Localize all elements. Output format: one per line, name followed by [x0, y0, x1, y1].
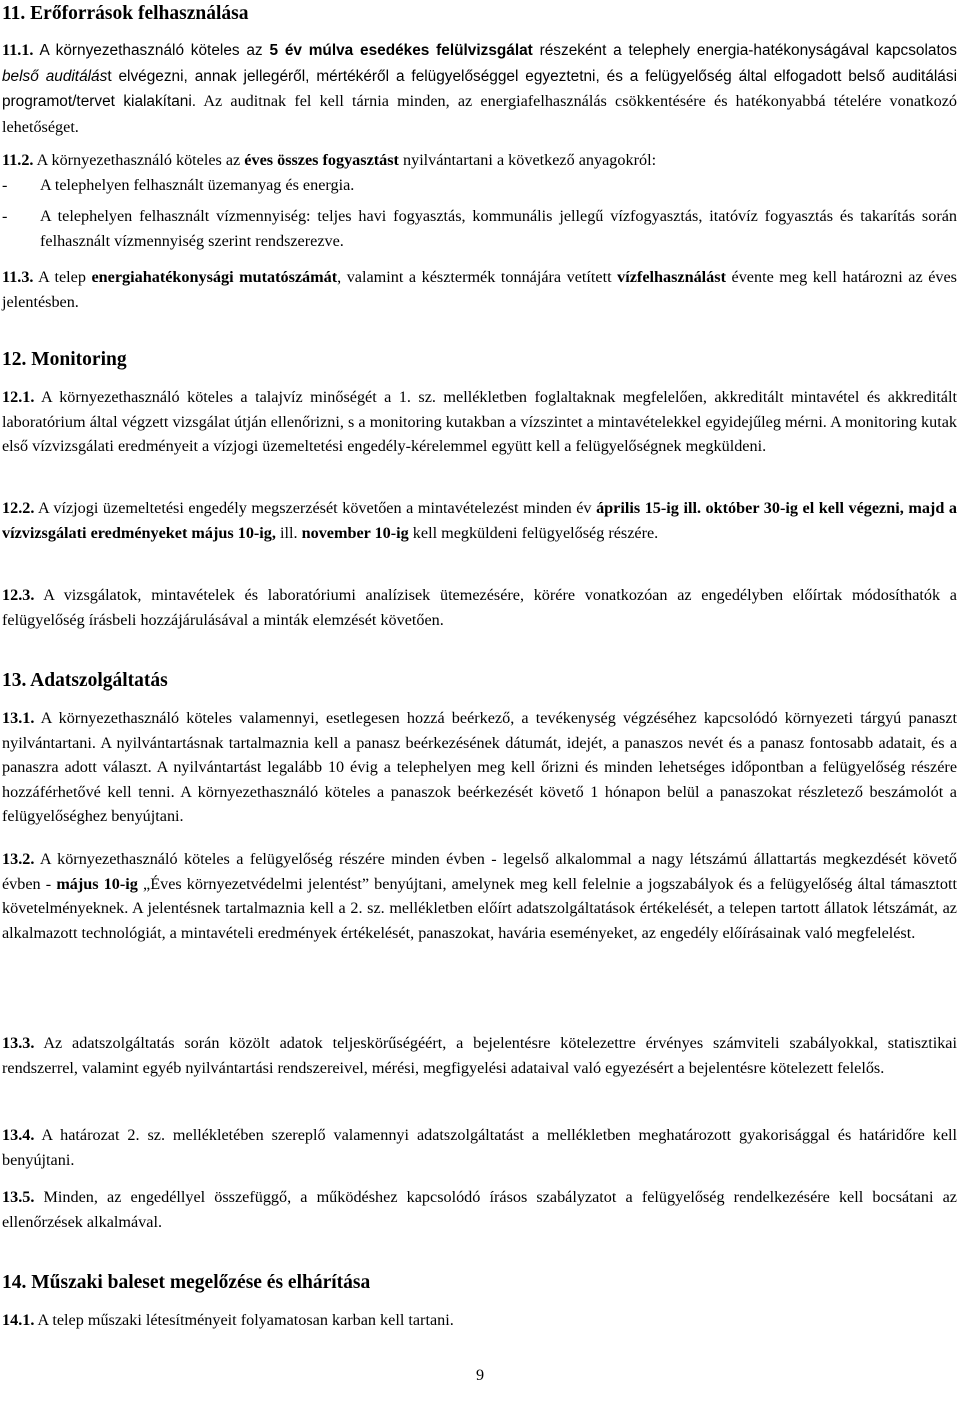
text: nyilvántartani a következő anyagokról: [398, 151, 657, 169]
page-number: 9 [475, 1366, 485, 1384]
bold-text: éves összes fogyasztást [244, 151, 399, 169]
list-item-text: A telephelyen felhasznált üzemanyag és energia. [40, 176, 355, 194]
paragraph-number: 11.2. [2, 151, 34, 169]
text: ill. [275, 523, 302, 542]
list-item [2, 173, 957, 198]
list-dash: - [2, 176, 8, 194]
list-item-text: A telephelyen felhasznált vízmennyiség: teljes havi fogyasztás, kommunális jellegű vízfogyasztás, itatóvíz fogyasztás és takarítás során felhasznált vízmennyiség szerint rendszerezve. [40, 207, 957, 250]
text: Az auditnak fel kell tárnia minden, az energiafelhasználás csökkentésére és hatékonyabbá tételére vonatkozó lehetőséget. [2, 92, 957, 136]
paragraph-13-4 [2, 1123, 957, 1172]
paragraph-13-5 [2, 1185, 957, 1234]
paragraph-number: 13.5. [2, 1188, 35, 1206]
text: Minden, az engedéllyel összefüggő, a működéshez kapcsolódó írásos szabályzatot a felügyelőség rendelkezésére kell bocsátani az ellenőrzések alkalmával. [2, 1188, 957, 1231]
text: A vízjogi üzemeltetési engedély megszerzését követően a mintavételezést minden év [34, 499, 597, 517]
paragraph-number: 11.3. [2, 268, 34, 286]
section-heading-11: 11. Erőforrások felhasználása [2, 3, 249, 24]
text: t elvégezni, annak jellegéről, mértékéről a felügyelőséggel egyeztetni, és a felügyelőség által elfogadott belső auditálási programot/tervet kialakítani. [2, 67, 957, 111]
text: A vizsgálatok, mintavételek és laboratóriumi analízisek ütemezésére, körére vonatkozóan az engedélyben előírtak módosíthatók a felügyelőség írásbeli hozzájárulásával a minták elemzését követően. [2, 586, 957, 629]
text: részeként a telephely energia-hatékonyságával kapcsolatos [532, 42, 957, 59]
paragraph-number: 11.1. [2, 41, 34, 59]
text: A környezethasználó köteles az [33, 42, 270, 59]
text: A telep [33, 268, 92, 286]
bold-text: április 15-ig ill. október 30-ig el kell végezni, majd a vízvizsgálati eredményeket május 10-ig, [2, 499, 957, 542]
text: „Éves környezetvédelmi jelentést” benyújtani, amelynek meg kell felelnie a jogszabályok és a felügyelőség által támasztott követelményeknek. A jelentésnek tartalmaznia kell a 2. sz. mellékletben előírt adatszolgáltatások értékelését, a telepen tartott állatok létszámát, az alkalmazott technológiát, a mintavételi eredmények értékelését, panaszokat, havária eseményeket, az engedély előírásainak való megfelelést. [2, 874, 957, 942]
text: A környezethasználó köteles az [33, 151, 245, 169]
text: Az adatszolgáltatás során közölt adatok teljeskörűségéért, a bejelentésre kötelezettre érvényes számviteli szabályokkal, statisztikai rendszerrel, valamint egyéb nyilvántartási rendszereivel, mérési, megfigyelési adataival való egyezésért a bejelentésre kötelezett felelős. [2, 1034, 957, 1077]
paragraph-number: 13.3. [2, 1034, 35, 1052]
section-heading-14: 14. Műszaki baleset megelőzése és elhárítása [2, 1272, 371, 1293]
paragraph-number: 13.4. [2, 1126, 35, 1144]
bold-text: energiahatékonysági mutatószámát [91, 268, 338, 286]
paragraph-13-3 [2, 1031, 957, 1080]
text: évente meg kell határozni az éves jelentésben. [2, 268, 957, 311]
list-item [2, 204, 957, 253]
paragraph-number: 13.1. [2, 709, 35, 727]
paragraph-14-1 [2, 1308, 957, 1333]
text: A telep műszaki létesítményeit folyamatosan karban kell tartani. [34, 1311, 454, 1329]
bold-text: 5 év múlva esedékes felülvizsgálat [269, 42, 533, 59]
paragraph-12-3 [2, 583, 957, 632]
list-dash: - [2, 207, 8, 225]
text: kell megküldeni felügyelőség részére. [408, 523, 659, 542]
text: A környezethasználó köteles a felügyelőség részére minden évben - legelső alkalommal a nagy létszámú állattartás megkezdését követő évben - [2, 850, 957, 893]
paragraph-12-1 [2, 385, 957, 459]
paragraph-13-2 [2, 847, 957, 945]
paragraph-11-3 [2, 265, 957, 314]
paragraph-number: 13.2. [2, 850, 35, 868]
bold-text: vízfelhasználást [617, 268, 726, 286]
paragraph-11-2 [2, 148, 957, 173]
paragraph-number: 12.3. [2, 586, 35, 604]
paragraph-12-2 [2, 496, 957, 545]
text: , valamint a késztermék tonnájára vetített [337, 268, 618, 286]
text: A határozat 2. sz. mellékletében szereplő valamennyi adatszolgáltatást a mellékletben meghatározott gyakorisággal és határidőre kell benyújtani. [2, 1126, 957, 1169]
paragraph-11-1 [2, 38, 957, 139]
paragraph-number: 12.1. [2, 388, 35, 406]
text: A környezethasználó köteles a talajvíz minőségét a 1. sz. mellékletben foglaltaknak megfelelően, akkreditált mintavétel és akkreditált laboratórium által végzett vizsgálat útján ellenőrizni, s a monitoring kutakban a vízszintet a mintavételekkel egyidejűleg mérni. A monitoring kutak első vízvizsgálati eredményeit a vízjogi üzemeltetési engedély-kérelemmel együtt kell a felügyelőségnek megküldeni. [2, 388, 957, 456]
paragraph-number: 14.1. [2, 1311, 35, 1329]
italic-text: belső auditálás [2, 67, 108, 85]
bold-text: november 10-ig [301, 523, 409, 542]
section-heading-12: 12. Monitoring [2, 349, 127, 370]
bold-text: május 10-ig [56, 874, 138, 893]
section-heading-13: 13. Adatszolgáltatás [2, 670, 168, 691]
paragraph-number: 12.2. [2, 499, 35, 517]
text: A környezethasználó köteles valamennyi, esetlegesen hozzá beérkező, a tevékenység végzéséhez kapcsolódó környezeti tárgyú panaszt nyilvántartani. A nyilvántartásnak tartalmaznia kell a panasz beérkezésének dátumát, idejét, a panaszos nevét és a panasz fontosabb adatait, és a panaszra adott választ. A nyilvántartást legalább 10 évig a telephelyen meg kell őrizni és minden lehetséges időpontban a felügyelőség részére hozzáférhetővé kell tenni. A környezethasználó köteles a panaszok beérkezését követő 1 hónapon belül a panaszokat részletező beszámolót a felügyelőséghez benyújtani. [2, 709, 957, 826]
paragraph-13-1 [2, 706, 957, 829]
